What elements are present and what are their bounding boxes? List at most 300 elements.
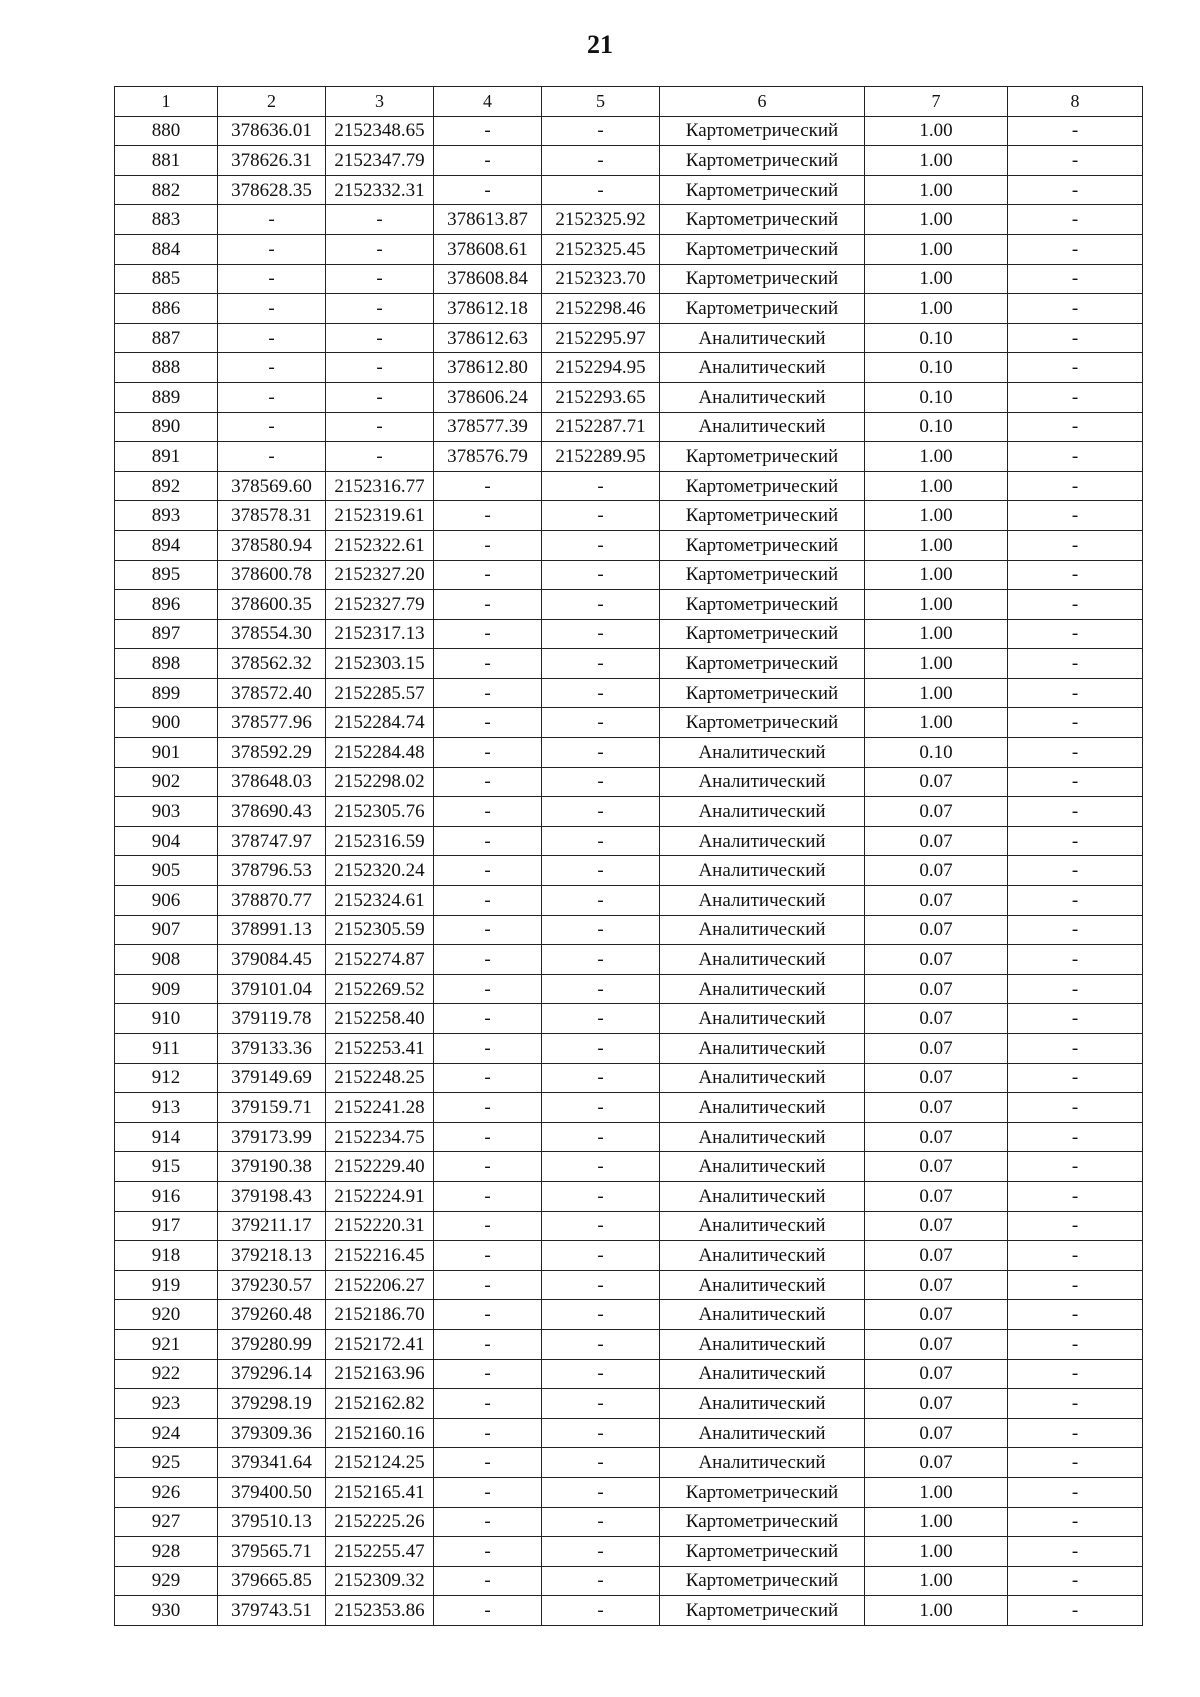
table-cell: - <box>542 974 660 1004</box>
table-cell: 378612.18 <box>434 294 542 324</box>
table-cell: - <box>542 1566 660 1596</box>
table-cell: 2152298.46 <box>542 294 660 324</box>
table-cell: Аналитический <box>660 412 865 442</box>
table-cell: Аналитический <box>660 1448 865 1478</box>
table-cell: 1.00 <box>865 471 1008 501</box>
table-row <box>115 1389 1143 1419</box>
table-cell: 2152206.27 <box>326 1270 434 1300</box>
table-cell: 2152347.79 <box>326 146 434 176</box>
table-row <box>115 205 1143 235</box>
table-cell: 378577.96 <box>218 708 326 738</box>
table-cell: 378747.97 <box>218 826 326 856</box>
table-cell: - <box>1008 1063 1143 1093</box>
table-cell: - <box>434 886 542 916</box>
table-row <box>115 501 1143 531</box>
table-cell: - <box>434 1122 542 1152</box>
table-cell: 378608.84 <box>434 264 542 294</box>
table-cell: 378592.29 <box>218 738 326 768</box>
table-cell: 378569.60 <box>218 471 326 501</box>
table-cell: 378690.43 <box>218 797 326 827</box>
table-cell: Картометрический <box>660 1566 865 1596</box>
table-cell: - <box>218 442 326 472</box>
table-row <box>115 323 1143 353</box>
table-cell: Картометрический <box>660 234 865 264</box>
table-row <box>115 1596 1143 1626</box>
table-cell: 2152316.59 <box>326 826 434 856</box>
table-cell: Аналитический <box>660 1389 865 1419</box>
table-cell: 2152124.25 <box>326 1448 434 1478</box>
table-row <box>115 560 1143 590</box>
table-cell: 1.00 <box>865 708 1008 738</box>
table-cell: 0.07 <box>865 1122 1008 1152</box>
table-row <box>115 1329 1143 1359</box>
table-cell: 909 <box>115 974 218 1004</box>
table-cell: 378554.30 <box>218 619 326 649</box>
table-row <box>115 1122 1143 1152</box>
table-cell: 902 <box>115 767 218 797</box>
table-cell: 917 <box>115 1211 218 1241</box>
table-cell: 379230.57 <box>218 1270 326 1300</box>
table-cell: - <box>542 1507 660 1537</box>
table-cell: - <box>434 1004 542 1034</box>
table-cell: - <box>1008 619 1143 649</box>
table-cell: 0.07 <box>865 1329 1008 1359</box>
table-cell: - <box>1008 323 1143 353</box>
table-row <box>115 294 1143 324</box>
table-row <box>115 945 1143 975</box>
table-cell: 910 <box>115 1004 218 1034</box>
table-cell: 2152269.52 <box>326 974 434 1004</box>
table-cell: 918 <box>115 1241 218 1271</box>
table-cell: - <box>542 1241 660 1271</box>
table-cell: 2152224.91 <box>326 1181 434 1211</box>
table-cell: Картометрический <box>660 590 865 620</box>
table-row <box>115 382 1143 412</box>
table-cell: 2152317.13 <box>326 619 434 649</box>
table-cell: 897 <box>115 619 218 649</box>
table-cell: 379101.04 <box>218 974 326 1004</box>
table-cell: 379296.14 <box>218 1359 326 1389</box>
table-cell: - <box>542 678 660 708</box>
table-cell: - <box>434 1063 542 1093</box>
table-cell: 914 <box>115 1122 218 1152</box>
table-cell: - <box>434 1093 542 1123</box>
table-cell: - <box>542 1034 660 1064</box>
table-cell: 1.00 <box>865 205 1008 235</box>
table-cell: - <box>1008 1122 1143 1152</box>
column-header: 5 <box>542 87 660 117</box>
column-header: 7 <box>865 87 1008 117</box>
table-cell: 379084.45 <box>218 945 326 975</box>
table-cell: - <box>434 1211 542 1241</box>
table-cell: - <box>1008 412 1143 442</box>
table-cell: 891 <box>115 442 218 472</box>
table-cell: - <box>218 234 326 264</box>
table-row <box>115 412 1143 442</box>
table-cell: - <box>1008 1566 1143 1596</box>
table-row <box>115 915 1143 945</box>
table-cell: 2152327.20 <box>326 560 434 590</box>
table-row <box>115 1477 1143 1507</box>
column-header: 2 <box>218 87 326 117</box>
table-cell: 1.00 <box>865 1596 1008 1626</box>
table-cell: 379211.17 <box>218 1211 326 1241</box>
table-cell: - <box>326 412 434 442</box>
table-cell: 2152225.26 <box>326 1507 434 1537</box>
table-cell: - <box>434 560 542 590</box>
table-cell: 378626.31 <box>218 146 326 176</box>
table-cell: - <box>434 116 542 146</box>
table-cell: 378991.13 <box>218 915 326 945</box>
table-cell: Аналитический <box>660 1004 865 1034</box>
table-cell: 903 <box>115 797 218 827</box>
table-cell: - <box>542 501 660 531</box>
table-cell: - <box>1008 1389 1143 1419</box>
table-cell: Аналитический <box>660 945 865 975</box>
table-cell: Картометрический <box>660 294 865 324</box>
table-cell: - <box>1008 767 1143 797</box>
column-header: 3 <box>326 87 434 117</box>
table-cell: Аналитический <box>660 767 865 797</box>
table-cell: 915 <box>115 1152 218 1182</box>
table-row <box>115 1211 1143 1241</box>
table-cell: - <box>434 1034 542 1064</box>
table-cell: - <box>1008 382 1143 412</box>
table-cell: 378612.80 <box>434 353 542 383</box>
table-cell: Аналитический <box>660 1418 865 1448</box>
table-cell: 379298.19 <box>218 1389 326 1419</box>
table-cell: - <box>434 1537 542 1567</box>
table-cell: 379159.71 <box>218 1093 326 1123</box>
table-cell: 922 <box>115 1359 218 1389</box>
table-cell: Аналитический <box>660 382 865 412</box>
table-cell: - <box>542 1596 660 1626</box>
table-cell: 884 <box>115 234 218 264</box>
table-row <box>115 708 1143 738</box>
table-cell: 2152160.16 <box>326 1418 434 1448</box>
table-cell: 0.07 <box>865 1152 1008 1182</box>
table-cell: - <box>1008 1004 1143 1034</box>
table-cell: 2152289.95 <box>542 442 660 472</box>
table-cell: 901 <box>115 738 218 768</box>
table-cell: 0.07 <box>865 767 1008 797</box>
table-cell: - <box>542 1477 660 1507</box>
table-cell: - <box>542 1004 660 1034</box>
column-header: 4 <box>434 87 542 117</box>
table-cell: Картометрический <box>660 471 865 501</box>
table-row <box>115 175 1143 205</box>
table-cell: Картометрический <box>660 678 865 708</box>
table-cell: 2152258.40 <box>326 1004 434 1034</box>
table-cell: 2152284.74 <box>326 708 434 738</box>
table-cell: Картометрический <box>660 1507 865 1537</box>
table-row <box>115 590 1143 620</box>
table-cell: - <box>542 856 660 886</box>
table-cell: - <box>434 619 542 649</box>
table-cell: 379173.99 <box>218 1122 326 1152</box>
table-cell: - <box>434 738 542 768</box>
table-cell: Аналитический <box>660 1359 865 1389</box>
coordinates-table <box>114 86 1143 1626</box>
table-cell: - <box>542 915 660 945</box>
table-cell: 379665.85 <box>218 1566 326 1596</box>
table-cell: 882 <box>115 175 218 205</box>
table-row <box>115 353 1143 383</box>
table-cell: 2152325.45 <box>542 234 660 264</box>
column-header: 1 <box>115 87 218 117</box>
table-cell: Аналитический <box>660 974 865 1004</box>
table-row <box>115 1241 1143 1271</box>
table-cell: - <box>1008 856 1143 886</box>
table-cell: 908 <box>115 945 218 975</box>
table-cell: 0.10 <box>865 323 1008 353</box>
header-row <box>115 87 1143 117</box>
table-cell: Аналитический <box>660 1122 865 1152</box>
table-cell: Аналитический <box>660 1034 865 1064</box>
table-cell: 2152298.02 <box>326 767 434 797</box>
table-cell: - <box>542 1359 660 1389</box>
table-cell: - <box>434 1359 542 1389</box>
table-cell: 0.07 <box>865 797 1008 827</box>
table-cell: - <box>1008 1329 1143 1359</box>
table-body <box>115 116 1143 1625</box>
table-cell: 378577.39 <box>434 412 542 442</box>
table-row <box>115 1418 1143 1448</box>
table-cell: 2152163.96 <box>326 1359 434 1389</box>
table-cell: 0.07 <box>865 1448 1008 1478</box>
table-cell: 905 <box>115 856 218 886</box>
table-cell: 379400.50 <box>218 1477 326 1507</box>
table-cell: Картометрический <box>660 708 865 738</box>
table-cell: - <box>542 1448 660 1478</box>
table-cell: - <box>434 915 542 945</box>
table-cell: 379149.69 <box>218 1063 326 1093</box>
table-row <box>115 1359 1143 1389</box>
table-cell: - <box>1008 1537 1143 1567</box>
table-cell: - <box>1008 1034 1143 1064</box>
table-cell: 2152216.45 <box>326 1241 434 1271</box>
table-cell: - <box>1008 797 1143 827</box>
table-row <box>115 471 1143 501</box>
table-cell: 2152186.70 <box>326 1300 434 1330</box>
table-cell: 379119.78 <box>218 1004 326 1034</box>
table-cell: - <box>1008 738 1143 768</box>
table-cell: Аналитический <box>660 738 865 768</box>
table-cell: 2152172.41 <box>326 1329 434 1359</box>
table-row <box>115 678 1143 708</box>
table-cell: 2152327.79 <box>326 590 434 620</box>
table-cell: 2152241.28 <box>326 1093 434 1123</box>
table-cell: 378600.35 <box>218 590 326 620</box>
table-cell: - <box>542 1211 660 1241</box>
table-row <box>115 1448 1143 1478</box>
table-cell: - <box>1008 649 1143 679</box>
table-cell: Картометрический <box>660 175 865 205</box>
table-cell: 927 <box>115 1507 218 1537</box>
table-cell: 2152316.77 <box>326 471 434 501</box>
table-cell: - <box>542 590 660 620</box>
table-cell: - <box>434 501 542 531</box>
table-row <box>115 974 1143 1004</box>
table-cell: - <box>218 353 326 383</box>
table-cell: - <box>1008 294 1143 324</box>
table-cell: - <box>542 767 660 797</box>
table-cell: 0.07 <box>865 1063 1008 1093</box>
table-cell: 926 <box>115 1477 218 1507</box>
table-cell: - <box>1008 1507 1143 1537</box>
table-cell: 898 <box>115 649 218 679</box>
table-cell: 2152322.61 <box>326 530 434 560</box>
table-cell: Картометрический <box>660 619 865 649</box>
table-cell: - <box>434 590 542 620</box>
table-cell: 2152274.87 <box>326 945 434 975</box>
table-row <box>115 767 1143 797</box>
table-cell: - <box>1008 1241 1143 1271</box>
table-cell: 2152319.61 <box>326 501 434 531</box>
table-cell: - <box>434 1300 542 1330</box>
table-cell: - <box>1008 1418 1143 1448</box>
table-row <box>115 1004 1143 1034</box>
table-cell: Картометрический <box>660 1596 865 1626</box>
table-cell: 2152303.15 <box>326 649 434 679</box>
table-cell: - <box>542 530 660 560</box>
table-cell: - <box>434 678 542 708</box>
table-cell: - <box>1008 826 1143 856</box>
table-cell: 2152332.31 <box>326 175 434 205</box>
table-cell: 378580.94 <box>218 530 326 560</box>
table-cell: - <box>1008 116 1143 146</box>
table-cell: - <box>1008 264 1143 294</box>
table-cell: - <box>542 1537 660 1567</box>
table-cell: - <box>434 1389 542 1419</box>
table-row <box>115 264 1143 294</box>
table-cell: 1.00 <box>865 590 1008 620</box>
table-cell: Картометрический <box>660 264 865 294</box>
table-cell: - <box>542 1063 660 1093</box>
table-cell: - <box>1008 886 1143 916</box>
table-cell: 379218.13 <box>218 1241 326 1271</box>
table-cell: - <box>326 294 434 324</box>
table-cell: 1.00 <box>865 1537 1008 1567</box>
table-cell: Картометрический <box>660 146 865 176</box>
table-cell: 379260.48 <box>218 1300 326 1330</box>
table-cell: 2152293.65 <box>542 382 660 412</box>
table-cell: Аналитический <box>660 1211 865 1241</box>
table-cell: 885 <box>115 264 218 294</box>
table-cell: - <box>326 353 434 383</box>
table-cell: Аналитический <box>660 323 865 353</box>
table-cell: - <box>542 560 660 590</box>
table-row <box>115 1093 1143 1123</box>
table-cell: - <box>434 649 542 679</box>
table-cell: 893 <box>115 501 218 531</box>
table-cell: 378796.53 <box>218 856 326 886</box>
table-cell: 379309.36 <box>218 1418 326 1448</box>
table-cell: 0.10 <box>865 382 1008 412</box>
table-cell: 928 <box>115 1537 218 1567</box>
table-cell: 906 <box>115 886 218 916</box>
table-cell: 880 <box>115 116 218 146</box>
table-cell: 2152229.40 <box>326 1152 434 1182</box>
table-cell: - <box>542 826 660 856</box>
table-cell: - <box>542 471 660 501</box>
table-row <box>115 1566 1143 1596</box>
table-cell: 378636.01 <box>218 116 326 146</box>
table-cell: 379133.36 <box>218 1034 326 1064</box>
table-cell: 2152165.41 <box>326 1477 434 1507</box>
table-cell: 929 <box>115 1566 218 1596</box>
table-cell: 889 <box>115 382 218 412</box>
table-cell: 925 <box>115 1448 218 1478</box>
table-cell: - <box>326 264 434 294</box>
table-cell: - <box>1008 1300 1143 1330</box>
table-cell: 2152162.82 <box>326 1389 434 1419</box>
table-cell: - <box>542 175 660 205</box>
table-cell: 0.07 <box>865 1211 1008 1241</box>
table-cell: Аналитический <box>660 1093 865 1123</box>
table-cell: - <box>434 945 542 975</box>
table-cell: 2152305.76 <box>326 797 434 827</box>
table-cell: 2152320.24 <box>326 856 434 886</box>
table-cell: 379510.13 <box>218 1507 326 1537</box>
table-cell: 1.00 <box>865 442 1008 472</box>
table-cell: 1.00 <box>865 294 1008 324</box>
table-cell: - <box>1008 1596 1143 1626</box>
table-cell: - <box>434 1329 542 1359</box>
table-cell: 2152253.41 <box>326 1034 434 1064</box>
table-cell: Аналитический <box>660 1329 865 1359</box>
table-cell: - <box>542 1181 660 1211</box>
table-cell: Аналитический <box>660 826 865 856</box>
table-cell: 887 <box>115 323 218 353</box>
table-cell: - <box>542 1122 660 1152</box>
table-cell: 1.00 <box>865 1566 1008 1596</box>
table-cell: 379198.43 <box>218 1181 326 1211</box>
table-cell: 1.00 <box>865 264 1008 294</box>
column-header: 6 <box>660 87 865 117</box>
table-cell: - <box>218 323 326 353</box>
table-cell: 2152353.86 <box>326 1596 434 1626</box>
table-cell: 0.07 <box>865 1181 1008 1211</box>
table-cell: 0.07 <box>865 856 1008 886</box>
table-cell: - <box>1008 1093 1143 1123</box>
table-cell: - <box>1008 560 1143 590</box>
table-cell: 2152325.92 <box>542 205 660 235</box>
table-cell: 923 <box>115 1389 218 1419</box>
table-cell: Картометрический <box>660 442 865 472</box>
table-cell: - <box>326 323 434 353</box>
table-cell: 2152220.31 <box>326 1211 434 1241</box>
table-cell: 0.07 <box>865 1418 1008 1448</box>
table-cell: - <box>542 1300 660 1330</box>
table-cell: - <box>1008 1448 1143 1478</box>
table-cell: - <box>542 1093 660 1123</box>
table-cell: 379565.71 <box>218 1537 326 1567</box>
table-cell: - <box>434 708 542 738</box>
table-cell: 2152255.47 <box>326 1537 434 1567</box>
table-row <box>115 797 1143 827</box>
table-row <box>115 649 1143 679</box>
table-cell: - <box>542 797 660 827</box>
table-cell: 0.10 <box>865 412 1008 442</box>
table-cell: - <box>218 294 326 324</box>
table-cell: 913 <box>115 1093 218 1123</box>
table-cell: 919 <box>115 1270 218 1300</box>
table-cell: - <box>542 146 660 176</box>
table-cell: 0.07 <box>865 915 1008 945</box>
table-cell: 900 <box>115 708 218 738</box>
table-cell: 1.00 <box>865 530 1008 560</box>
